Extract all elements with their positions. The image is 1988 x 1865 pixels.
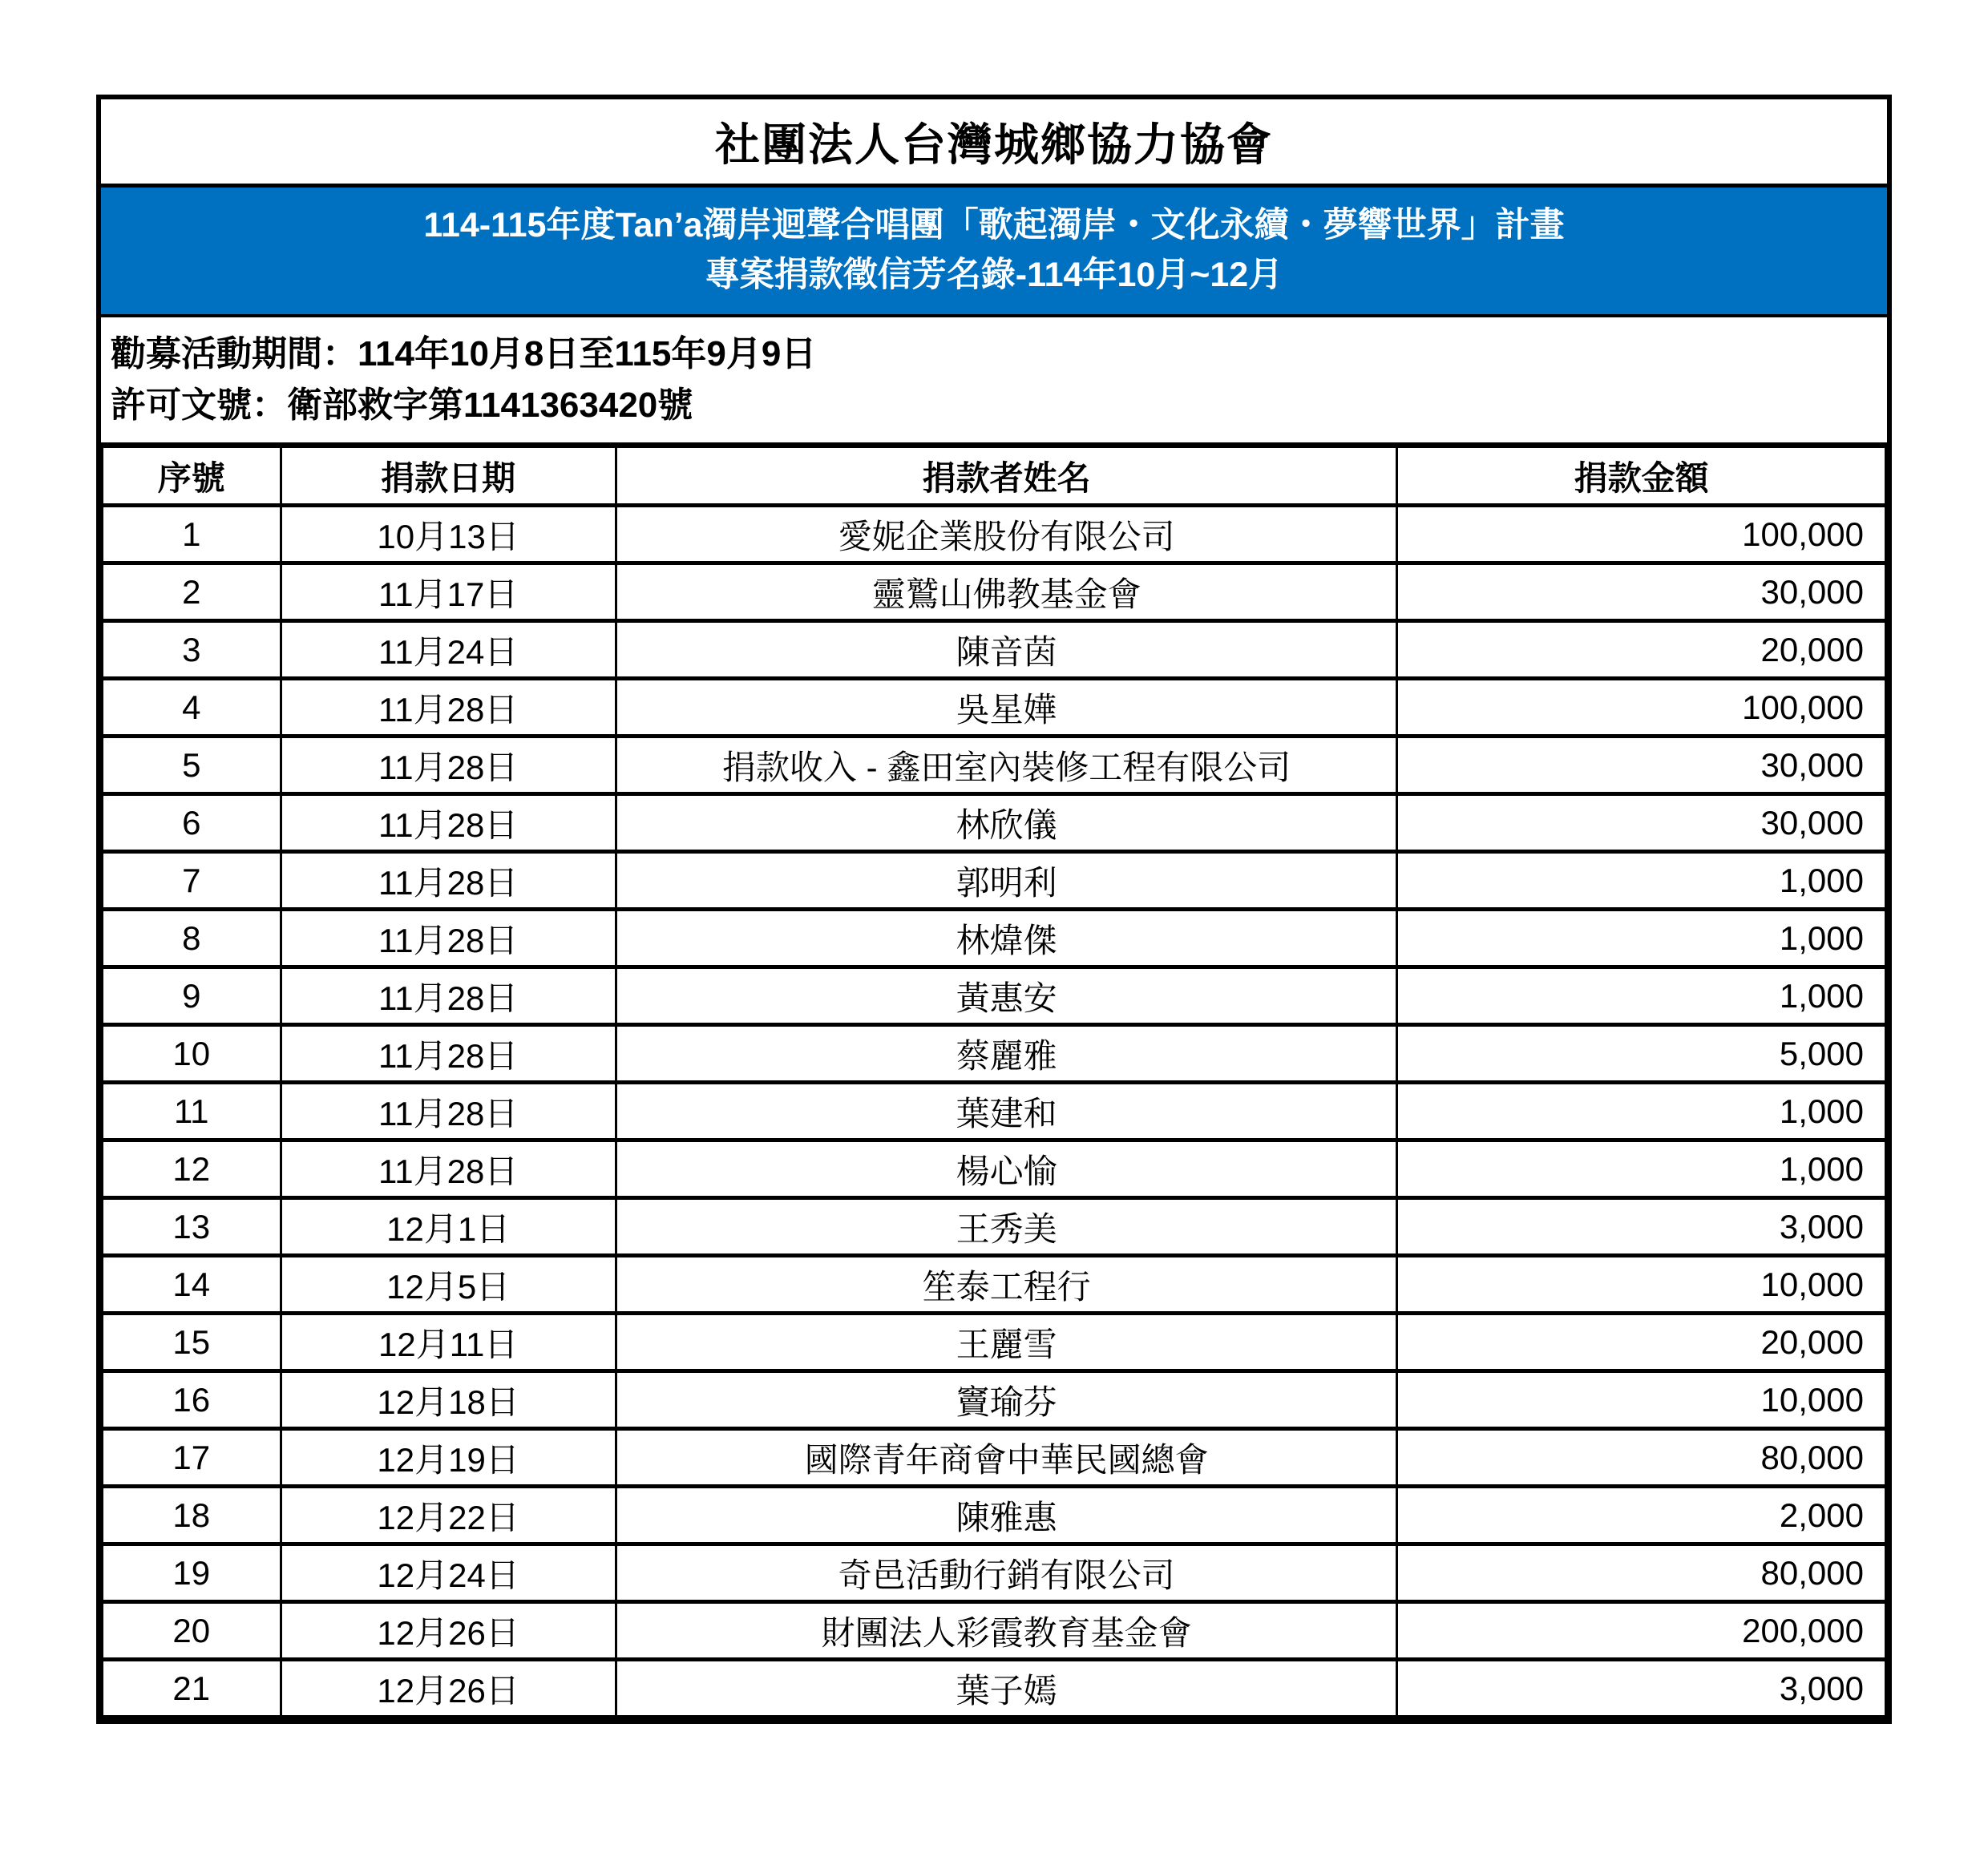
donor-name-cell: 國際青年商會中華民國總會 bbox=[616, 1429, 1397, 1487]
donation-date-cell: 11月28日 bbox=[281, 852, 616, 910]
row-index-cell: 21 bbox=[103, 1660, 281, 1718]
table-row bbox=[103, 1429, 1886, 1487]
table-row bbox=[103, 563, 1886, 621]
table-row bbox=[103, 852, 1886, 910]
row-index-cell: 5 bbox=[103, 737, 281, 794]
donation-date-cell: 12月18日 bbox=[281, 1371, 616, 1429]
donation-date-cell: 11月28日 bbox=[281, 794, 616, 852]
donor-name-cell: 王麗雪 bbox=[616, 1314, 1397, 1371]
row-index-cell: 14 bbox=[103, 1256, 281, 1314]
donation-date-cell: 11月28日 bbox=[281, 1025, 616, 1083]
row-index-cell: 10 bbox=[103, 1025, 281, 1083]
donor-name-cell: 林欣儀 bbox=[616, 794, 1397, 852]
donor-name-cell: 靈鷲山佛教基金會 bbox=[616, 563, 1397, 621]
row-index-cell: 15 bbox=[103, 1314, 281, 1371]
donation-amount-cell: 1,000 bbox=[1397, 852, 1886, 910]
donation-amount-cell: 30,000 bbox=[1397, 737, 1886, 794]
donation-date-cell: 11月28日 bbox=[281, 967, 616, 1025]
donor-name-cell: 林煒傑 bbox=[616, 910, 1397, 967]
donor-name-cell: 陳雅惠 bbox=[616, 1487, 1397, 1544]
donation-amount-cell: 5,000 bbox=[1397, 1025, 1886, 1083]
row-index-cell: 2 bbox=[103, 563, 281, 621]
organization-title: 社團法人台灣城鄉協力協會 bbox=[715, 119, 1273, 170]
donation-date-cell: 11月28日 bbox=[281, 1083, 616, 1140]
donation-date-cell: 12月22日 bbox=[281, 1487, 616, 1544]
donation-amount-cell: 3,000 bbox=[1397, 1198, 1886, 1256]
donor-name-cell: 王秀美 bbox=[616, 1198, 1397, 1256]
col-header-index: 序號 bbox=[103, 446, 281, 506]
donation-amount-cell: 1,000 bbox=[1397, 967, 1886, 1025]
table-row bbox=[103, 1198, 1886, 1256]
donor-name-cell: 財團法人彩霞教育基金會 bbox=[616, 1602, 1397, 1660]
donation-date-cell: 12月1日 bbox=[281, 1198, 616, 1256]
table-row bbox=[103, 1371, 1886, 1429]
row-index-cell: 20 bbox=[103, 1602, 281, 1660]
table-row bbox=[103, 1544, 1886, 1602]
donor-name-cell: 郭明利 bbox=[616, 852, 1397, 910]
donor-name-cell: 黃惠安 bbox=[616, 967, 1397, 1025]
table-row bbox=[103, 1602, 1886, 1660]
donation-amount-cell: 80,000 bbox=[1397, 1544, 1886, 1602]
table-row bbox=[103, 621, 1886, 679]
table-row bbox=[103, 1660, 1886, 1718]
donation-date-cell: 11月28日 bbox=[281, 1140, 616, 1198]
donation-amount-cell: 2,000 bbox=[1397, 1487, 1886, 1544]
campaign-period-line: 勸募活動期間：114年10月8日至115年9月9日 bbox=[111, 334, 817, 373]
donation-date-cell: 12月19日 bbox=[281, 1429, 616, 1487]
project-banner bbox=[101, 188, 1887, 317]
donation-date-cell: 12月26日 bbox=[281, 1602, 616, 1660]
donor-name-cell: 愛妮企業股份有限公司 bbox=[616, 506, 1397, 563]
donation-amount-cell: 10,000 bbox=[1397, 1371, 1886, 1429]
donor-name-cell: 葉建和 bbox=[616, 1083, 1397, 1140]
row-index-cell: 13 bbox=[103, 1198, 281, 1256]
table-row bbox=[103, 737, 1886, 794]
permit-number-line: 許可文號：衛部救字第1141363420號 bbox=[111, 386, 693, 425]
donation-amount-cell: 10,000 bbox=[1397, 1256, 1886, 1314]
row-index-cell: 9 bbox=[103, 967, 281, 1025]
table-row bbox=[103, 910, 1886, 967]
donation-amount-cell: 20,000 bbox=[1397, 621, 1886, 679]
donor-name-cell: 楊心愉 bbox=[616, 1140, 1397, 1198]
col-header-donor: 捐款者姓名 bbox=[616, 446, 1397, 506]
donor-name-cell: 蔡麗雅 bbox=[616, 1025, 1397, 1083]
table-row bbox=[103, 967, 1886, 1025]
donor-name-cell: 竇瑜芬 bbox=[616, 1371, 1397, 1429]
donation-date-cell: 12月11日 bbox=[281, 1314, 616, 1371]
donor-name-cell: 陳音茵 bbox=[616, 621, 1397, 679]
donor-name-cell: 捐款收入 - 鑫田室內裝修工程有限公司 bbox=[616, 737, 1397, 794]
table-header-row bbox=[103, 446, 1886, 506]
table-row bbox=[103, 1083, 1886, 1140]
donation-amount-cell: 200,000 bbox=[1397, 1602, 1886, 1660]
row-index-cell: 18 bbox=[103, 1487, 281, 1544]
row-index-cell: 1 bbox=[103, 506, 281, 563]
row-index-cell: 7 bbox=[103, 852, 281, 910]
campaign-info bbox=[101, 317, 1887, 444]
donation-amount-cell: 30,000 bbox=[1397, 794, 1886, 852]
donation-amount-cell: 1,000 bbox=[1397, 1083, 1886, 1140]
row-index-cell: 11 bbox=[103, 1083, 281, 1140]
row-index-cell: 16 bbox=[103, 1371, 281, 1429]
donation-amount-cell: 80,000 bbox=[1397, 1429, 1886, 1487]
row-index-cell: 4 bbox=[103, 679, 281, 737]
donor-name-cell: 笙泰工程行 bbox=[616, 1256, 1397, 1314]
row-index-cell: 12 bbox=[103, 1140, 281, 1198]
donation-amount-cell: 1,000 bbox=[1397, 910, 1886, 967]
table-row bbox=[103, 1314, 1886, 1371]
table-row bbox=[103, 1256, 1886, 1314]
donation-date-cell: 11月24日 bbox=[281, 621, 616, 679]
donation-date-cell: 10月13日 bbox=[281, 506, 616, 563]
donor-name-cell: 吳星嬅 bbox=[616, 679, 1397, 737]
row-index-cell: 6 bbox=[103, 794, 281, 852]
row-index-cell: 17 bbox=[103, 1429, 281, 1487]
project-title-line: 114-115年度Tan’a濁岸迴聲合唱團「歌起濁岸・文化永續・夢響世界」計畫 bbox=[423, 206, 1565, 244]
donation-amount-cell: 100,000 bbox=[1397, 679, 1886, 737]
roster-subtitle-line: 專案捐款徵信芳名錄-114年10月~12月 bbox=[705, 256, 1283, 294]
col-header-date: 捐款日期 bbox=[281, 446, 616, 506]
table-row bbox=[103, 506, 1886, 563]
table-row bbox=[103, 679, 1886, 737]
donation-amount-cell: 20,000 bbox=[1397, 1314, 1886, 1371]
donation-date-cell: 11月28日 bbox=[281, 737, 616, 794]
donation-date-cell: 12月26日 bbox=[281, 1660, 616, 1718]
donation-date-cell: 11月28日 bbox=[281, 910, 616, 967]
donor-name-cell: 奇邑活動行銷有限公司 bbox=[616, 1544, 1397, 1602]
table-row bbox=[103, 1487, 1886, 1544]
donation-table bbox=[101, 444, 1887, 1719]
donation-amount-cell: 30,000 bbox=[1397, 563, 1886, 621]
donation-date-cell: 11月17日 bbox=[281, 563, 616, 621]
table-row bbox=[103, 1140, 1886, 1198]
donation-date-cell: 12月24日 bbox=[281, 1544, 616, 1602]
donation-date-cell: 12月5日 bbox=[281, 1256, 616, 1314]
donation-amount-cell: 1,000 bbox=[1397, 1140, 1886, 1198]
table-row bbox=[103, 794, 1886, 852]
row-index-cell: 8 bbox=[103, 910, 281, 967]
col-header-amount: 捐款金額 bbox=[1397, 446, 1886, 506]
donation-table-body bbox=[103, 506, 1886, 1718]
row-index-cell: 3 bbox=[103, 621, 281, 679]
donation-amount-cell: 100,000 bbox=[1397, 506, 1886, 563]
donation-roster-document bbox=[96, 95, 1892, 1724]
document-header bbox=[101, 99, 1887, 188]
table-row bbox=[103, 1025, 1886, 1083]
donation-amount-cell: 3,000 bbox=[1397, 1660, 1886, 1718]
donation-date-cell: 11月28日 bbox=[281, 679, 616, 737]
donor-name-cell: 葉子嫣 bbox=[616, 1660, 1397, 1718]
row-index-cell: 19 bbox=[103, 1544, 281, 1602]
